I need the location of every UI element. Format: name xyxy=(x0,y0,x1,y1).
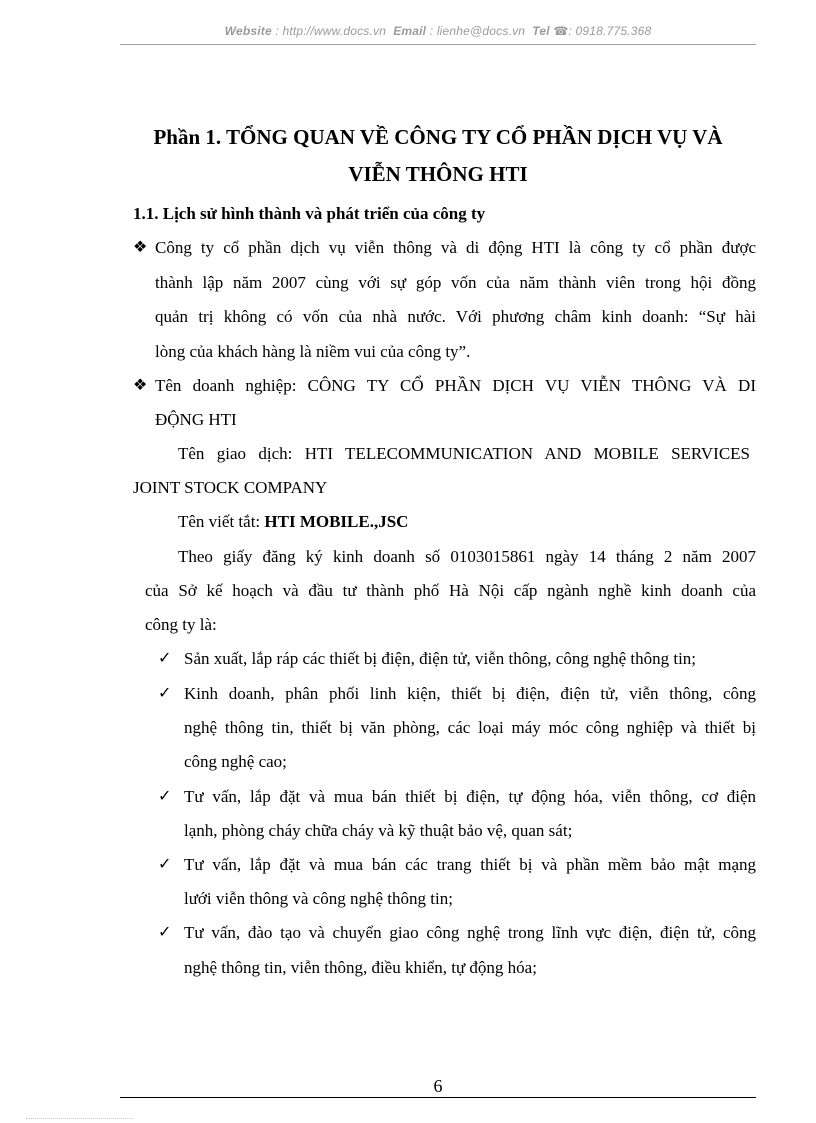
abbreviation-line xyxy=(178,510,408,534)
business-item-2-line-3: công nghệ cao; xyxy=(184,752,287,771)
page-title-line-1: Phần 1. TỔNG QUAN VỀ CÔNG TY CỔ PHẦN DỊCH VỤ VÀ xyxy=(153,125,723,149)
page-number: 6 xyxy=(433,1076,443,1096)
email-label: Email xyxy=(393,24,427,38)
bullet1-line-2: thành lập năm 2007 cùng với sự góp vốn của năm thành viên trong hội đồng xyxy=(155,273,756,292)
email-value: : lienhe@docs.vn xyxy=(429,24,526,38)
business-item-4-line-2: lưới viễn thông và công nghệ thông tin; xyxy=(184,889,453,908)
bullet1-line-3: quản trị không có vốn của nhà nước. Với phương châm kinh doanh: “Sự hài xyxy=(155,307,756,326)
phone-icon: ☎ xyxy=(553,24,569,38)
business-item-3-line-1: Tư vấn, lắp đặt và mua bán thiết bị điện, tự động hóa, viễn thông, cơ điện xyxy=(184,787,756,806)
business-item-5-line-2: nghệ thông tin, viễn thông, điều khiển, tự động hóa; xyxy=(184,958,537,977)
section-heading: 1.1. Lịch sử hình thành và phát triển của công ty xyxy=(133,204,486,223)
trade-name-line-2: JOINT STOCK COMPANY xyxy=(133,478,328,497)
page-header xyxy=(120,24,756,38)
website-value: : http://www.docs.vn xyxy=(275,24,387,38)
page-title-line-2: VIỄN THÔNG HTI xyxy=(348,162,528,186)
business-item-2-line-1: Kinh doanh, phân phối linh kiện, thiết bị điện, điện tử, viễn thông, công xyxy=(184,684,756,703)
check-icon: ✓ xyxy=(158,685,172,702)
diamond-bullet-icon: ❖ xyxy=(133,239,148,256)
business-item-2-line-2: nghệ thông tin, thiết bị văn phòng, các loại máy móc công nghiệp và thiết bị xyxy=(184,718,756,737)
registration-line-1: Theo giấy đăng ký kinh doanh số 0103015861 ngày 14 tháng 2 năm 2007 xyxy=(178,547,756,566)
header-divider xyxy=(120,44,756,45)
business-item-4-line-1: Tư vấn, lắp đặt và mua bán các trang thiết bị và phần mềm bảo mật mạng xyxy=(184,855,756,874)
website-label: Website xyxy=(224,24,272,38)
diamond-bullet-icon: ❖ xyxy=(133,377,148,394)
check-icon: ✓ xyxy=(158,856,172,873)
footer-dotted-line xyxy=(26,1118,132,1119)
business-item-1-line-1: Sản xuất, lắp ráp các thiết bị điện, điện tử, viễn thông, công nghệ thông tin; xyxy=(184,649,697,668)
abbreviation-value: HTI MOBILE.,JSC xyxy=(264,512,409,531)
check-icon: ✓ xyxy=(158,788,172,805)
tel-value: : 0918.775.368 xyxy=(568,24,652,38)
footer-divider xyxy=(120,1097,756,1098)
bullet1-line-1: Công ty cổ phần dịch vụ viễn thông và di động HTI là công ty cổ phần được xyxy=(155,238,756,257)
bullet1-line-4: lòng của khách hàng là niềm vui của công ty”. xyxy=(155,342,471,361)
tel-label: Tel xyxy=(532,24,550,38)
bullet2-line-2: ĐỘNG HTI xyxy=(155,410,237,429)
check-icon: ✓ xyxy=(158,924,172,941)
registration-line-2: của Sở kế hoạch và đầu tư thành phố Hà Nội cấp ngành nghề kinh doanh của xyxy=(145,581,756,600)
check-icon: ✓ xyxy=(158,650,172,667)
trade-name-line-1: Tên giao dịch: HTI TELECOMMUNICATION AND MOBILE SERVICES xyxy=(178,444,750,463)
business-item-3-line-2: lạnh, phòng cháy chữa cháy và kỹ thuật bảo vệ, quan sát; xyxy=(184,821,573,840)
registration-line-3: công ty là: xyxy=(145,615,217,634)
business-item-5-line-1: Tư vấn, đào tạo và chuyển giao công nghệ trong lĩnh vực điện, điện tử, công xyxy=(184,923,756,942)
bullet2-line-1: Tên doanh nghiệp: CÔNG TY CỔ PHẦN DỊCH VỤ VIỄN THÔNG VÀ DI xyxy=(155,376,756,395)
abbreviation-label: Tên viết tắt: xyxy=(178,512,265,531)
